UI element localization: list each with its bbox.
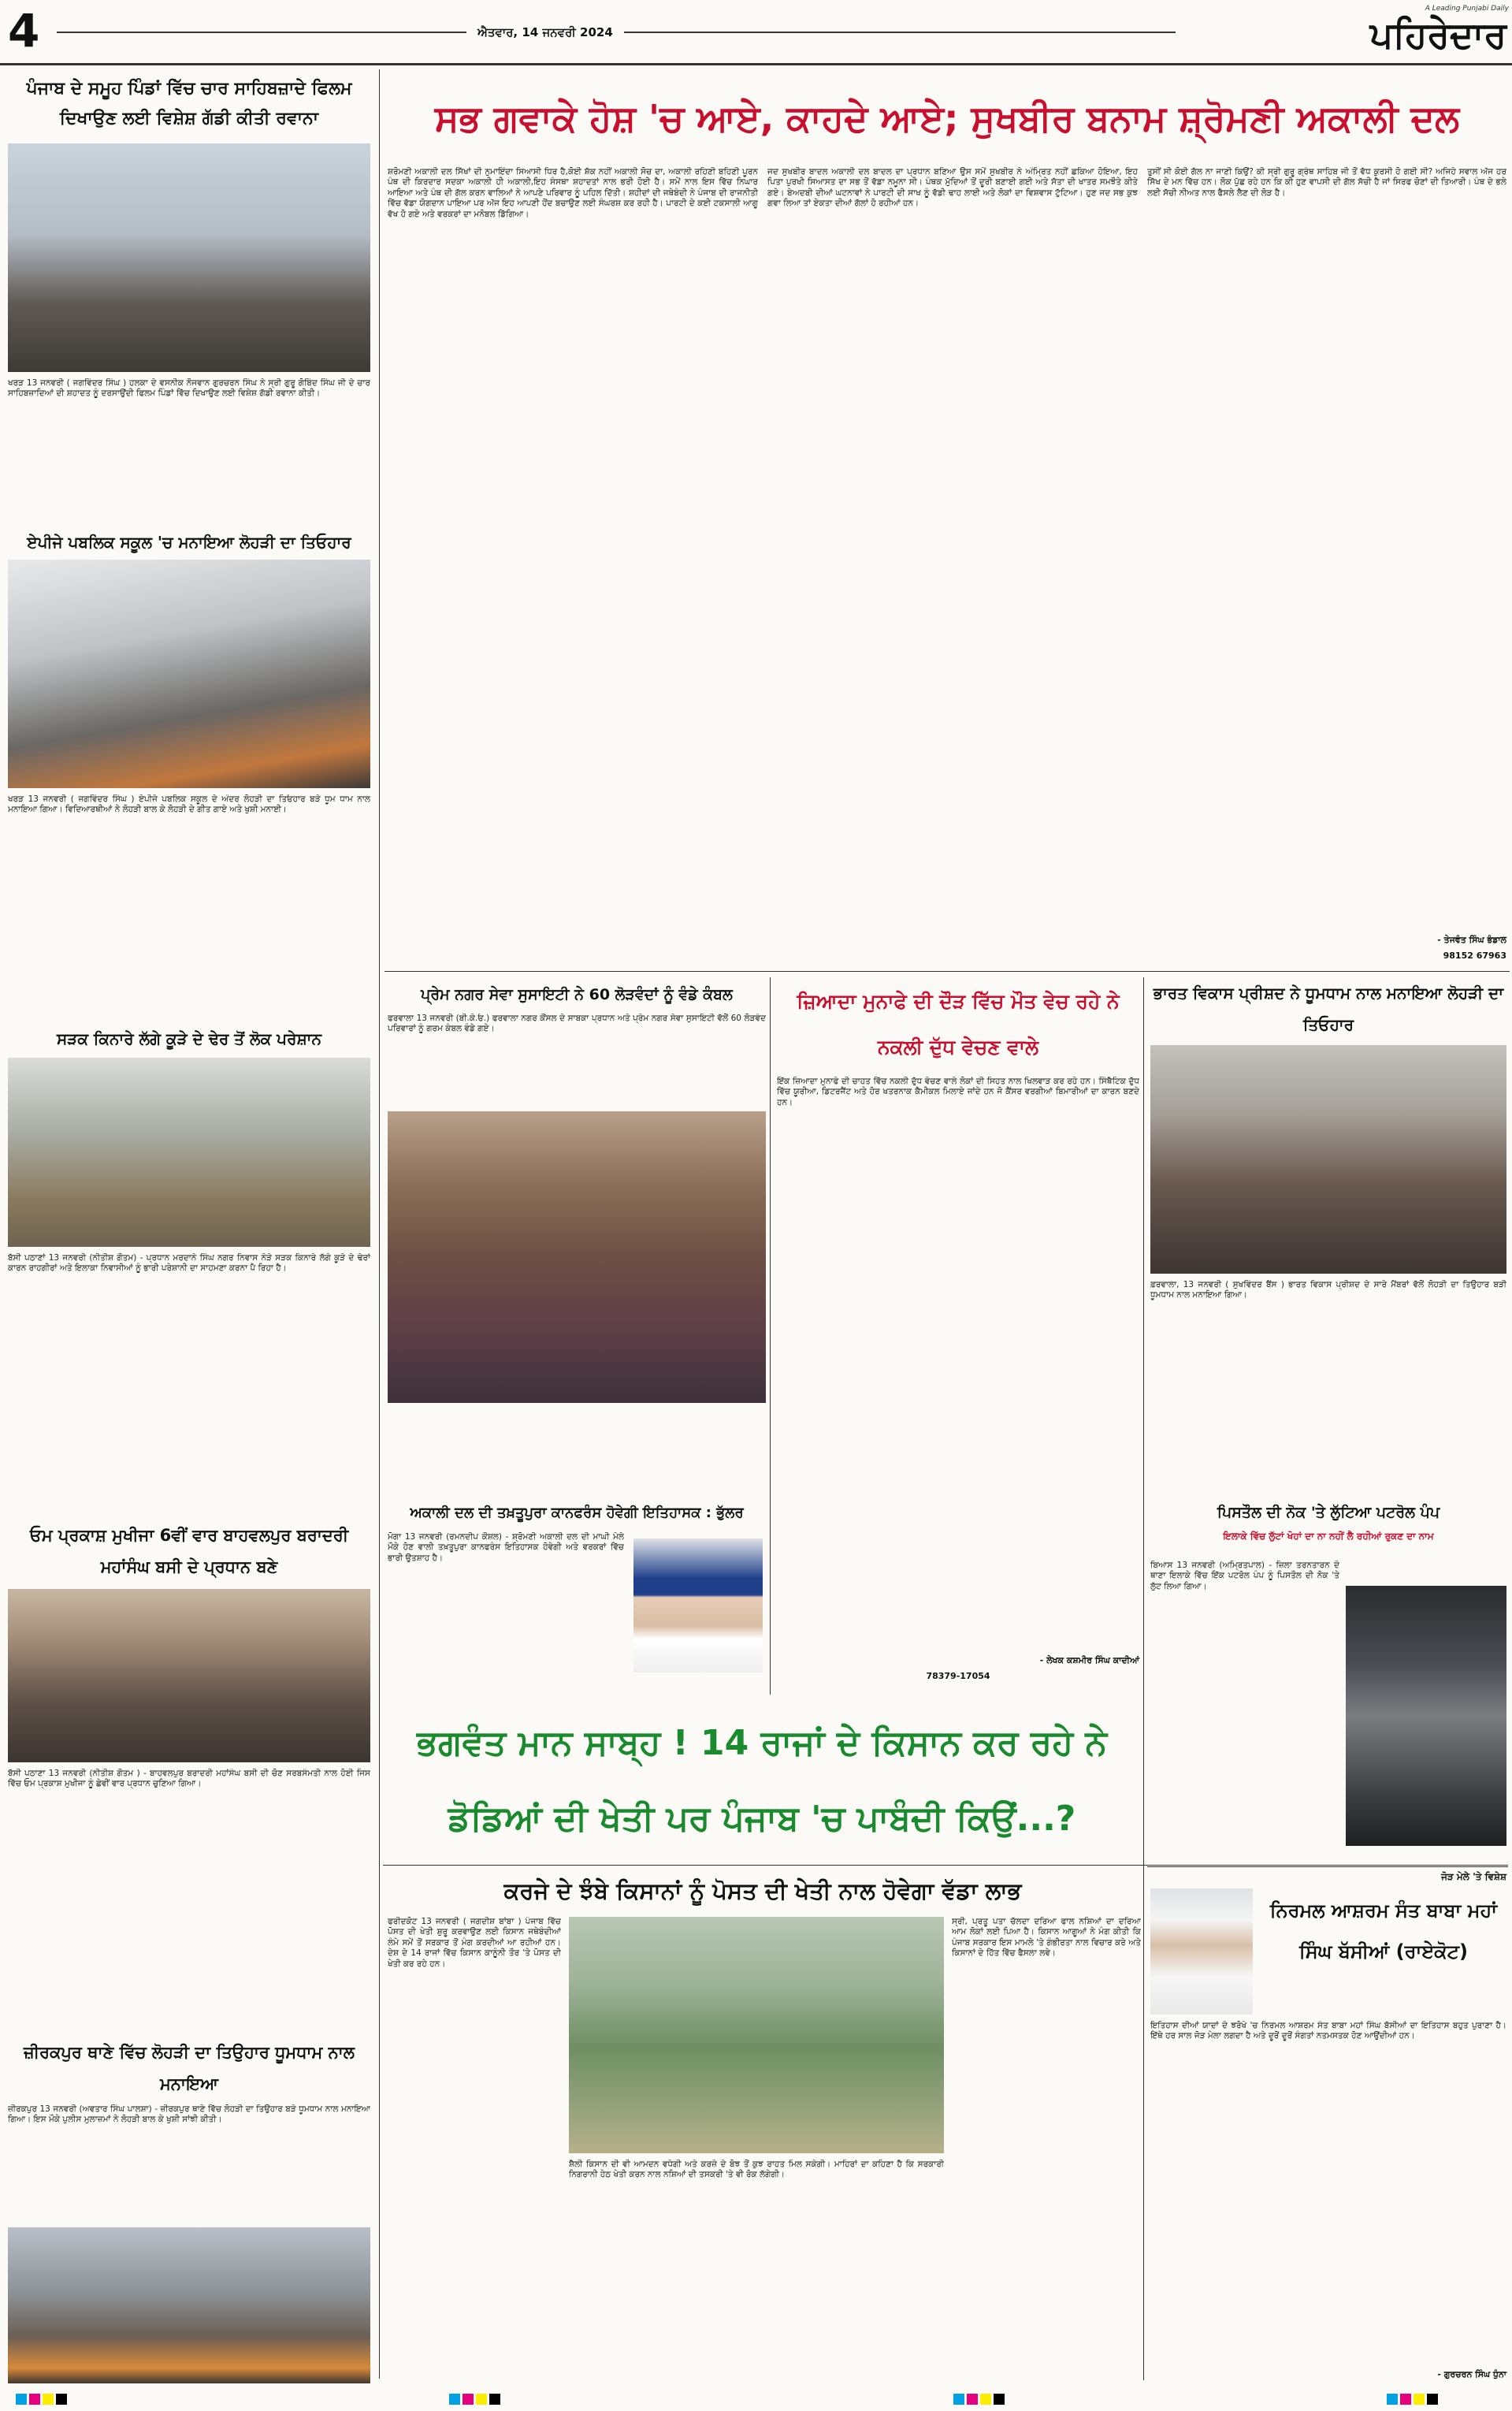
pistol-cctv-photo	[1346, 1586, 1506, 1846]
print-color-strip-center-left	[449, 2393, 559, 2405]
milk-headline: ਜ਼ਿਆਦਾ ਮੁਨਾਫੇ ਦੀ ਦੌੜ ਵਿੱਚ ਮੌਤ ਵੇਚ ਰਹੇ ਨੇ ਨਕਲੀ ਦੁੱਧ ਵੇਚਣ ਵਾਲੇ	[797, 990, 1120, 1059]
print-swatch	[43, 2394, 54, 2405]
zirakpur-photo	[8, 2227, 370, 2383]
masthead-divider	[0, 63, 1512, 65]
bharat-vikas-headline: ਭਾਰਤ ਵਿਕਾਸ ਪ੍ਰੀਸ਼ਦ ਨੇ ਧੂਮਧਾਮ ਨਾਲ ਮਨਾਇਆ ਲੋਹੜੀ ਦਾ ਤਿਓਹਾਰ	[1153, 984, 1504, 1034]
paper-tagline: A Leading Punjabi Daily	[1425, 5, 1509, 13]
print-swatch	[1414, 2394, 1425, 2405]
print-color-strip-left	[16, 2393, 126, 2405]
print-swatch	[1400, 2394, 1411, 2405]
bottom-feature-headline-line2: ਡੋਡਿਆਂ ਦੀ ਖੇਤੀ ਪਰ ਪੰਜਾਬ 'ਚ ਪਾਬੰਦੀ ਕਿਉਂ...?	[448, 1799, 1076, 1839]
print-swatch	[967, 2394, 978, 2405]
bharat-vikas-body: ਫ਼ਰਵਾਲਾ, 13 ਜਨਵਰੀ ( ਸੁਖਵਿੰਦਰ ਬੈਂਸ ) ਭਾਰਤ ਵਿਕਾਸ ਪ੍ਰੀਸ਼ਦ ਦੇ ਸਾਰੇ ਮੈਂਬਰਾਂ ਵੱਲੋਂ ਲੋਹੜੀ ਦਾ ਤਿਉਹਾਰ ਬੜੀ ਧੂਮਧਾਮ ਨਾਲ ਮਨਾਇਆ ਗਿਆ।	[1150, 1280, 1506, 1300]
flag-off-headline: ਪੰਜਾਬ ਦੇ ਸਮੂਹ ਪਿੰਡਾਂ ਵਿੱਚ ਚਾਰ ਸਾਹਿਬਜ਼ਾਦੇ ਫਿਲਮ ਦਿਖਾਉਣ ਲਈ ਵਿਸ਼ੇਸ਼ ਗੱਡੀ ਕੀਤੀ ਰਵਾਨਾ	[26, 79, 352, 128]
sant-baba-headline: ਨਿਰਮਲ ਆਸ਼ਰਮ ਸੰਤ ਬਾਬਾ ਮਹਾਂ ਸਿੰਘ ਬੱਸੀਆਂ (ਰਾਏਕੋਟ)	[1269, 1899, 1498, 1963]
left-column-divider	[379, 69, 380, 2379]
blankets-body: ਫਰਵਾਲਾ 13 ਜਨਵਰੀ (ਬੀ.ਕੇ.ਓ.) ਫਰਵਾਲਾ ਨਗਰ ਕੌਂਸਲ ਦੇ ਸਾਬਕਾ ਪ੍ਰਧਾਨ ਅਤੇ ਪ੍ਰੇਮ ਨਗਰ ਸੇਵਾ ਸੁਸਾਇਟੀ ਵੱਲੋਂ 60 ਲੋੜਵੰਦ ਪਰਿਵਾਰਾਂ ਨੂੰ ਗਰਮ ਕੰਬਲ ਵੰਡੇ ਗਏ।	[388, 1014, 766, 1034]
print-swatch	[1387, 2394, 1398, 2405]
print-swatch	[994, 2394, 1005, 2405]
main-article-divider	[385, 971, 1510, 972]
flag-off-body: ਖਰੜ 13 ਜਨਵਰੀ ( ਜਗਵਿੰਦਰ ਸਿੰਘ ) ਹਲਕਾ ਦੇ ਵਸਨੀਕ ਨੌਜਵਾਨ ਗੁਰਚਰਨ ਸਿੰਘ ਨੇ ਸ੍ਰੀ ਗੁਰੂ ਗੋਬਿੰਦ ਸਿੰਘ ਜੀ ਦੇ ਚਾਰ ਸਾਹਿਬਜ਼ਾਦਿਆਂ ਦੀ ਸ਼ਹਾਦਤ ਨੂੰ ਦਰਸਾਉਂਦੀ ਫਿਲਮ ਪਿੰਡਾਂ ਵਿੱਚ ਦਿਖਾਉਣ ਲਈ ਵਿਸ਼ੇਸ਼ ਗੱਡੀ ਰਵਾਨਾ ਕੀਤੀ।	[8, 378, 370, 399]
masthead-left-bar	[57, 24, 1176, 41]
print-swatch	[980, 2394, 991, 2405]
main-article-phone: 98152 67963	[1443, 951, 1506, 961]
bottom-feature-headline	[383, 1702, 1141, 1860]
page-number: 4	[8, 4, 40, 58]
print-color-strip-right	[1387, 2393, 1497, 2405]
main-article-byline: - ਤੇਜਵੰਤ ਸਿੰਘ ਭੰਡਾਲ	[1437, 935, 1506, 945]
left-column	[0, 69, 377, 2387]
garbage-photo	[8, 1058, 370, 1247]
om-prakash-body: ਬੱਸੀ ਪਠਾਣਾ 13 ਜਨਵਰੀ (ਨੀਤੀਸ਼ ਗੌਤਮ ) - ਬਾਹਵਲਪੁਰ ਬਰਾਦਰੀ ਮਹਾਂਸੰਘ ਬਸੀ ਦੀ ਚੋਣ ਸਰਬਸੰਮਤੀ ਨਾਲ ਹੋਈ ਜਿਸ ਵਿੱਚ ਓਮ ਪ੍ਰਕਾਸ਼ ਮੁਖੀਜਾ ਨੂੰ ਛੇਵੀਂ ਵਾਰ ਪ੍ਰਧਾਨ ਚੁਣਿਆ ਗਿਆ।	[8, 1769, 370, 1789]
blankets-photo	[388, 1111, 766, 1403]
sant-baba-body: ਇਤਿਹਾਸ ਦੀਆਂ ਯਾਦਾਂ ਦੇ ਝਰੋਖੇ 'ਚ ਨਿਰਮਲ ਆਸ਼ਰਮ ਸੰਤ ਬਾਬਾ ਮਹਾਂ ਸਿੰਘ ਬੱਸੀਆਂ ਦਾ ਇਤਿਹਾਸ ਬਹੁਤ ਪੁਰਾਣਾ ਹੈ। ਇੱਥੇ ਹਰ ਸਾਲ ਜੋੜ ਮੇਲਾ ਲਗਦਾ ਹੈ ਅਤੇ ਦੂਰੋਂ ਦੂਰੋਂ ਸੰਗਤਾਂ ਨਤਮਸਤਕ ਹੋਣ ਆਉਂਦੀਆਂ ਹਨ।	[1150, 2021, 1506, 2041]
center-divider-v	[770, 977, 771, 1695]
print-color-strip-center-right	[953, 2393, 1064, 2405]
garbage-body: ਬੱਸੀ ਪਠਾਣਾਂ 13 ਜਨਵਰੀ (ਨੀਤੀਸ਼ ਗੌਤਮ) - ਪ੍ਰਧਾਨ ਮਰਦਾਨੇ ਸਿੰਘ ਨਗਰ ਨਿਵਾਸ ਨੇੜੇ ਸੜਕ ਕਿਨਾਰੇ ਲੱਗੇ ਕੂੜੇ ਦੇ ਢੇਰਾਂ ਕਾਰਨ ਰਾਹਗੀਰਾਂ ਅਤੇ ਇਲਾਕਾ ਨਿਵਾਸੀਆਂ ਨੂੰ ਭਾਰੀ ਪਰੇਸ਼ਾਨੀ ਦਾ ਸਾਹਮਣਾ ਕਰਨਾ ਪੈ ਰਿਹਾ ਹੈ।	[8, 1253, 370, 1274]
lohri-school-body: ਖਰੜ 13 ਜਨਵਰੀ ( ਜਗਵਿੰਦਰ ਸਿੰਘ ) ਏਪੀਜੇ ਪਬਲਿਕ ਸਕੂਲ ਦੇ ਅੰਦਰ ਲੋਹੜੀ ਦਾ ਤਿਓਹਾਰ ਬੜੇ ਧੂਮ ਧਾਮ ਨਾਲ ਮਨਾਇਆ ਗਿਆ। ਵਿਦਿਆਰਥੀਆਂ ਨੇ ਲੋਹੜੀ ਬਾਲ ਕੇ ਲੋਹੜੀ ਦੇ ਗੀਤ ਗਾਏ ਅਤੇ ਖੁਸ਼ੀ ਮਨਾਈ।	[8, 794, 370, 815]
akali-conference-body: ਮੋਗਾ 13 ਜਨਵਰੀ (ਰਮਨਦੀਪ ਕੌਸ਼ਲ) - ਸ਼੍ਰੋਮਣੀ ਅਕਾਲੀ ਦਲ ਦੀ ਮਾਘੀ ਮੇਲੇ ਮੌਕੇ ਹੋਣ ਵਾਲੀ ਤਖ਼ਤੂਪੁਰਾ ਕਾਨਫਰੰਸ ਇਤਿਹਾਸਕ ਹੋਵੇਗੀ ਅਤੇ ਵਰਕਰਾਂ ਵਿੱਚ ਭਾਰੀ ਉਤਸ਼ਾਹ ਹੈ।	[388, 1532, 624, 1563]
zirakpur-body: ਜ਼ੀਰਕਪੁਰ 13 ਜਨਵਰੀ (ਅਵਤਾਰ ਸਿੰਘ ਪਾਲਸ਼ਾ) - ਜ਼ੀਰਕਪੁਰ ਥਾਣੇ ਵਿੱਚ ਲੋਹੜੀ ਦਾ ਤਿਉਹਾਰ ਬੜੇ ਧੂਮਧਾਮ ਨਾਲ ਮਨਾਇਆ ਗਿਆ। ਇਸ ਮੌਕੇ ਪੁਲੀਸ ਮੁਲਾਜ਼ਮਾਂ ਨੇ ਲੋਹੜੀ ਬਾਲ ਕੇ ਖੁਸ਼ੀ ਸਾਂਝੀ ਕੀਤੀ।	[8, 2104, 370, 2125]
main-article-col2: ਜਦ ਸੁਖਬੀਰ ਬਾਦਲ ਅਕਾਲੀ ਦਲ ਬਾਦਲ ਦਾ ਪ੍ਰਧਾਨ ਬਣਿਆ ਉਸ ਸਮੇਂ ਸੁਖਬੀਰ ਨੇ ਅੰਮ੍ਰਿਤ ਨਹੀਂ ਛਕਿਆ ਹੋਇਆ, ਇਹ ਪਿਤਾ ਪੁਰਖੀ ਸਿਆਸਤ ਦਾ ਸਭ ਤੋਂ ਵੱਡਾ ਨਮੂਨਾ ਸੀ। ਪੰਥਕ ਮੁੱਦਿਆਂ ਤੋਂ ਦੂਰੀ ਬਣਾਈ ਗਈ ਅਤੇ ਸੱਤਾ ਦੀ ਖਾਤਰ ਸਮਝੌਤੇ ਕੀਤੇ ਗਏ। ਬੇਅਦਬੀ ਦੀਆਂ ਘਟਨਾਵਾਂ ਨੇ ਪਾਰਟੀ ਦੀ ਸਾਖ ਨੂੰ ਵੱਡੀ ਢਾਹ ਲਾਈ ਅਤੇ ਲੋਕਾਂ ਦਾ ਵਿਸ਼ਵਾਸ ਟੁੱਟਿਆ। ਹੁਣ ਜਦ ਸਭ ਕੁਝ ਗਵਾ ਲਿਆ ਤਾਂ ਏਕਤਾ ਦੀਆਂ ਗੱਲਾਂ ਹੋ ਰਹੀਆਂ ਹਨ।	[767, 167, 1138, 209]
pistol-subheadline: ਇਲਾਕੇ ਵਿੱਚ ਲੁੱਟਾਂ ਖੋਹਾਂ ਦਾ ਨਾ ਨਹੀਂ ਲੈ ਰਹੀਆਂ ਰੁਕਣ ਦਾ ਨਾਮ	[1223, 1531, 1434, 1542]
blankets-caption	[388, 1408, 766, 1494]
sant-baba-byline: - ਗੁਰਚਰਨ ਸਿੰਘ ਧੁੰਨਾ	[1437, 2369, 1506, 2379]
masthead	[0, 0, 1512, 61]
lohri-school-photo	[8, 560, 370, 788]
print-swatch	[489, 2394, 500, 2405]
main-headline: ਸਭ ਗਵਾਕੇ ਹੋਸ਼ 'ਚ ਆਏ, ਕਾਹਦੇ ਆਏ; ਸੁਖਬੀਰ ਬਨਾਮ ਸ਼੍ਰੋਮਣੀ ਅਕਾਲੀ ਦਲ	[434, 97, 1460, 140]
milk-body: ਇੱਕ ਜ਼ਿਆਦਾ ਮੁਨਾਫੇ ਦੀ ਚਾਹਤ ਵਿੱਚ ਨਕਲੀ ਦੁੱਧ ਵੇਚਣ ਵਾਲੇ ਲੋਕਾਂ ਦੀ ਸਿਹਤ ਨਾਲ ਖਿਲਵਾੜ ਕਰ ਰਹੇ ਹਨ। ਸਿੰਥੈਟਿਕ ਦੁੱਧ ਵਿੱਚ ਯੂਰੀਆ, ਡਿਟਰਜੈਂਟ ਅਤੇ ਹੋਰ ਖਤਰਨਾਕ ਕੈਮੀਕਲ ਮਿਲਾਏ ਜਾਂਦੇ ਹਨ ਜੋ ਕੈਂਸਰ ਵਰਗੀਆਂ ਬਿਮਾਰੀਆਂ ਦਾ ਕਾਰਨ ਬਣਦੇ ਹਨ।	[777, 1077, 1139, 1107]
print-swatch	[463, 2394, 474, 2405]
bottom-feature-headline-line1: ਭਗਵੰਤ ਮਾਨ ਸਾਬ੍ਹ ! 14 ਰਾਜਾਂ ਦੇ ਕਿਸਾਨ ਕਰ ਰਹੇ ਨੇ	[417, 1723, 1107, 1763]
bottom-feature-body-left: ਫਰੀਦਕੋਟ 13 ਜਨਵਰੀ ( ਜਗਦੀਸ਼ ਬਾਂਬਾ ) ਪੰਜਾਬ ਵਿੱਚ ਪੋਸਤ ਦੀ ਖੇਤੀ ਸ਼ੁਰੂ ਕਰਵਾਉਣ ਲਈ ਕਿਸਾਨ ਜਥੇਬੰਦੀਆਂ ਲੰਮੇ ਸਮੇਂ ਤੋਂ ਸਰਕਾਰ ਤੋਂ ਮੰਗ ਕਰਦੀਆਂ ਆ ਰਹੀਆਂ ਹਨ। ਦੇਸ਼ ਦੇ 14 ਰਾਜਾਂ ਵਿੱਚ ਕਿਸਾਨ ਕਾਨੂੰਨੀ ਤੌਰ 'ਤੇ ਪੋਸਤ ਦੀ ਖੇਤੀ ਕਰ ਰਹੇ ਹਨ।	[388, 1917, 561, 1969]
om-prakash-photo	[8, 1589, 370, 1762]
special-label: ਜੋੜ ਮੇਲੇ 'ਤੇ ਵਿਸ਼ੇਸ਼	[1441, 1871, 1506, 1882]
print-swatch	[953, 2394, 964, 2405]
lohri-school-headline: ਏਪੀਜੇ ਪਬਲਿਕ ਸਕੂਲ 'ਚ ਮਨਾਇਆ ਲੋਹੜੀ ਦਾ ਤਿਓਹਾਰ	[27, 533, 351, 552]
om-prakash-headline: ਓਮ ਪ੍ਰਕਾਸ਼ ਮੁਖੀਜਾ 6ਵੀਂ ਵਾਰ ਬਾਹਵਲਪੁਰ ਬਰਾਦਰੀ ਮਹਾਂਸੰਘ ਬਸੀ ਦੇ ਪ੍ਰਧਾਨ ਬਣੇ	[29, 1526, 349, 1576]
print-swatch	[476, 2394, 487, 2405]
paper-name: ਪਹਿਰੇਦਾਰ	[1369, 13, 1506, 56]
right-column-divider	[1143, 977, 1144, 2380]
pistol-headline: ਪਿਸਤੌਲ ਦੀ ਨੋਕ 'ਤੇ ਲੁੱਟਿਆ ਪਟਰੋਲ ਪੰਪ	[1217, 1504, 1440, 1521]
print-swatch	[56, 2394, 67, 2405]
bottom-feature-subheadline: ਕਰਜੇ ਦੇ ਝੰਬੇ ਕਿਸਾਨਾਂ ਨੂੰ ਪੋਸਤ ਦੀ ਖੇਤੀ ਨਾਲ ਹੋਵੇਗਾ ਵੱਡਾ ਲਾਭ	[503, 1877, 1022, 1904]
milk-byline: - ਲੇਖਕ ਕਸ਼ਮੀਰ ਸਿੰਘ ਕਾਦੀਆਂ	[1039, 1655, 1139, 1665]
print-swatch	[29, 2394, 40, 2405]
zirakpur-headline: ਜ਼ੀਰਕਪੁਰ ਥਾਣੇ ਵਿੱਚ ਲੋਹੜੀ ਦਾ ਤਿਉਹਾਰ ਧੂਮਧਾਮ ਨਾਲ ਮਨਾਇਆ	[24, 2043, 355, 2093]
garbage-headline: ਸੜਕ ਕਿਨਾਰੇ ਲੱਗੇ ਕੂੜੇ ਦੇ ਢੇਰ ਤੋਂ ਲੋਕ ਪਰੇਸ਼ਾਨ	[56, 1029, 322, 1048]
main-article-col1: ਸ਼ਰੋਮਣੀ ਅਕਾਲੀ ਦਲ ਸਿੱਖਾਂ ਦੀ ਨੁਮਾਇੰਦਾ ਸਿਆਸੀ ਧਿਰ ਹੈ,ਕੋਈ ਸ਼ੱਕ ਨਹੀਂ ਅਕਾਲੀ ਸੋਚ ਦਾ, ਅਕਾਲੀ ਰਹਿਣੀ ਬਹਿਣੀ ਪੂਰਨ ਪੰਥ ਦੀ ਕਿਰਦਾਰ ਸਦਕਾ ਅਕਾਲੀ ਹੀ ਅਕਾਲੀ,ਇਹ ਸੰਸਥਾ ਸ਼ਹਾਦਤਾਂ ਨਾਲ ਭਰੀ ਹੋਈ ਹੈ। ਸਮੇਂ ਨਾਲ ਇਸ ਵਿੱਚ ਨਿਘਾਰ ਆਇਆ ਅਤੇ ਪੰਥ ਦੀ ਗੱਲ ਕਰਨ ਵਾਲਿਆਂ ਨੇ ਆਪਣੇ ਪਰਿਵਾਰ ਨੂੰ ਪਹਿਲ ਦਿੱਤੀ। ਸ਼ਹੀਦਾਂ ਦੀ ਜਥੇਬੰਦੀ ਨੇ ਪੰਜਾਬ ਦੀ ਰਾਜਨੀਤੀ ਵਿੱਚ ਵੱਡਾ ਯੋਗਦਾਨ ਪਾਇਆ ਪਰ ਅੱਜ ਇਹ ਆਪਣੀ ਹੋਂਦ ਬਚਾਉਣ ਲਈ ਸੰਘਰਸ਼ ਕਰ ਰਹੀ ਹੈ। ਪਾਰਟੀ ਦੇ ਕਈ ਟਕਸਾਲੀ ਆਗੂ ਵੱਖ ਹੋ ਗਏ ਅਤੇ ਵਰਕਰਾਂ ਦਾ ਮਨੋਬਲ ਡਿੱਗਿਆ।	[388, 167, 758, 219]
print-swatch	[16, 2394, 27, 2405]
bharat-vikas-photo	[1150, 1045, 1506, 1274]
sant-baba-photo	[1150, 1888, 1253, 2015]
bottom-feature-body-mid: ਸ਼ੈਲੀ ਕਿਸਾਨ ਦੀ ਵੀ ਆਮਦਨ ਵਧੇਗੀ ਅਤੇ ਕਰਜ਼ੇ ਦੇ ਬੋਝ ਤੋਂ ਕੁਝ ਰਾਹਤ ਮਿਲ ਸਕੇਗੀ। ਮਾਹਿਰਾਂ ਦਾ ਕਹਿਣਾ ਹੈ ਕਿ ਸਰਕਾਰੀ ਨਿਗਰਾਨੀ ਹੇਠ ਖੇਤੀ ਕਰਨ ਨਾਲ ਨਸ਼ਿਆਂ ਦੀ ਤਸਕਰੀ 'ਤੇ ਵੀ ਰੋਕ ਲੱਗੇਗੀ।	[569, 2160, 944, 2180]
bottom-feature-divider	[383, 1865, 1508, 1866]
print-swatch	[449, 2394, 460, 2405]
akali-conference-headline: ਅਕਾਲੀ ਦਲ ਦੀ ਤਖ਼ਤੂਪੁਰਾ ਕਾਨਫਰੰਸ ਹੋਵੇਗੀ ਇਤਿਹਾਸਕ : ਭੁੱਲਰ	[410, 1505, 744, 1521]
print-swatch	[1427, 2394, 1438, 2405]
flag-off-photo	[8, 143, 370, 372]
blankets-headline: ਪ੍ਰੇਮ ਨਗਰ ਸੇਵਾ ਸੁਸਾਇਟੀ ਨੇ 60 ਲੋੜਵੰਦਾਂ ਨੂੰ ਵੰਡੇ ਕੰਬਲ	[421, 986, 733, 1003]
poppy-farm-photo	[569, 1917, 944, 2153]
sant-baba-divider	[1147, 1866, 1508, 1867]
bottom-feature-body-right: ਸ੍ਰੀ, ਪ੍ਰਤੂ ਪਤਾ ਚੱਲਦਾ ਦਰਿਆ ਫਾਲ ਨਸ਼ਿਆਂ ਦਾ ਦਰਿਆ ਆਮ ਲੋਕਾਂ ਲਈ ਪਿਆ ਹੈ। ਕਿਸਾਨ ਆਗੂਆਂ ਨੇ ਮੰਗ ਕੀਤੀ ਕਿ ਪੰਜਾਬ ਸਰਕਾਰ ਇਸ ਮਾਮਲੇ 'ਤੇ ਗੰਭੀਰਤਾ ਨਾਲ ਵਿਚਾਰ ਕਰੇ ਅਤੇ ਕਿਸਾਨਾਂ ਦੇ ਹਿੱਤ ਵਿੱਚ ਫੈਸਲਾ ਲਵੇ।	[952, 1917, 1141, 1959]
milk-phone: 78379-17054	[926, 1671, 990, 1681]
pistol-body: ਬਿਆਸ 13 ਜਨਵਰੀ (ਅਮ੍ਰਿਤਪਾਲ) - ਜ਼ਿਲਾ ਤਰਨਤਾਰਨ ਦੇ ਥਾਣਾ ਇਲਾਕੇ ਵਿੱਚ ਇੱਕ ਪਟਰੋਲ ਪੰਪ ਨੂੰ ਪਿਸਤੌਲ ਦੀ ਨੋਕ 'ਤੇ ਲੁੱਟ ਲਿਆ ਗਿਆ।	[1150, 1561, 1339, 1591]
issue-date: ਐਤਵਾਰ, 14 ਜਨਵਰੀ 2024	[466, 24, 624, 41]
main-article-col3: ਤੁਸੀਂ ਸੀ ਕੋਈ ਗੱਲ ਨਾ ਜਾਣੀ ਕਿਉਂ? ਕੀ ਸ੍ਰੀ ਗੁਰੂ ਗ੍ਰੰਥ ਸਾਹਿਬ ਜੀ ਤੋਂ ਵੱਧ ਕੁਰਸੀ ਹੋ ਗਈ ਸੀ? ਅਜਿਹੇ ਸਵਾਲ ਅੱਜ ਹਰ ਸਿੱਖ ਦੇ ਮਨ ਵਿੱਚ ਹਨ। ਲੋਕ ਪੁੱਛ ਰਹੇ ਹਨ ਕਿ ਕੀ ਹੁਣ ਵਾਪਸੀ ਦੀ ਗੱਲ ਸੱਚੀ ਹੈ ਜਾਂ ਸਿਰਫ ਚੋਣਾਂ ਦੀ ਤਿਆਰੀ। ਪੰਥ ਦੇ ਭਲੇ ਲਈ ਸੱਚੀ ਨੀਅਤ ਨਾਲ ਫੈਸਲੇ ਲੈਣ ਦੀ ਲੋੜ ਹੈ।	[1147, 167, 1506, 198]
akali-leader-photo	[633, 1539, 763, 1672]
